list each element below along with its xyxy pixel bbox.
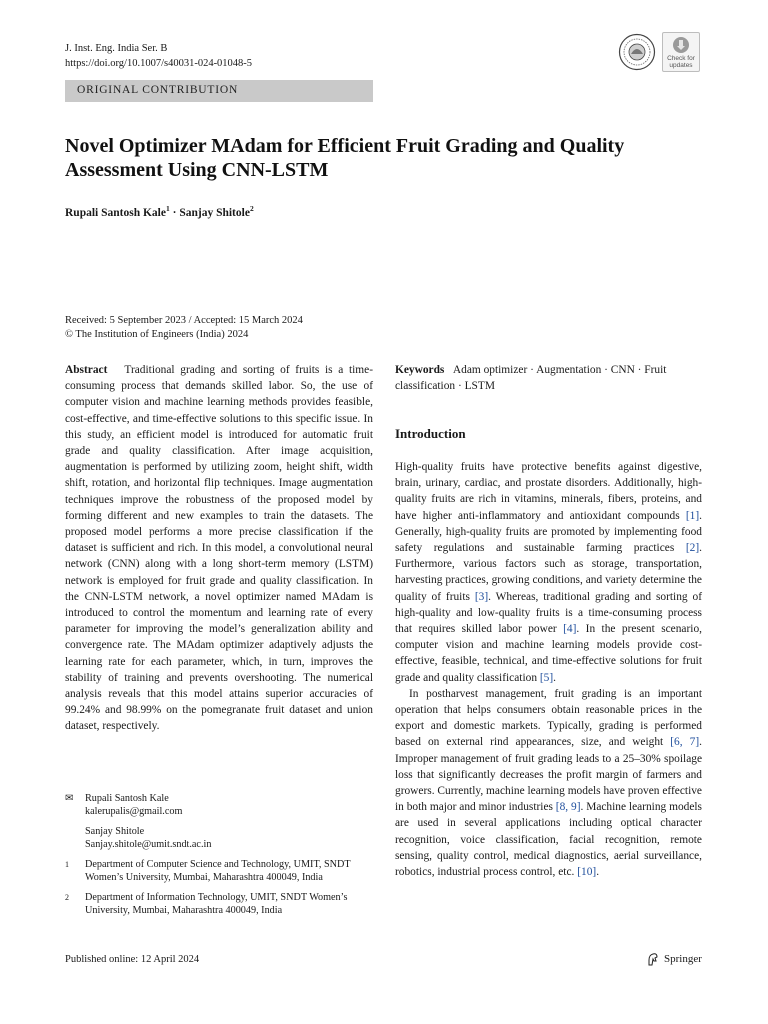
publisher-name: Springer (664, 953, 702, 965)
institution-seal-icon (618, 33, 656, 71)
author-name[interactable]: Sanjay Shitole (179, 206, 250, 219)
abstract-section (65, 362, 373, 735)
article-type: ORIGINAL CONTRIBUTION (77, 84, 239, 96)
affiliation (65, 858, 373, 884)
envelope-icon: ✉ (65, 793, 74, 804)
introduction-body (395, 459, 702, 880)
publisher-logo (646, 952, 702, 966)
keywords-text: Adam optimizer · Augmentation · CNN · Fruit classification · LSTM (395, 364, 667, 393)
intro-paragraph: In postharvest management, fruit grading is an important operation that helps consumers obtain reasonable prices in the export and domestic markets. Typically, grading is performed based on external rind appearances, size, and weight [6, 7]. Improper management of fruit grading leads to a 25–30% spoilage loss that significantly decreases the profit margin of farmers and growers. Currently, machine learning models have proven effective in both major and minor industries [8, 9]. Machine learning models are used in several applications including optical character recognition, voice classification, facial recognition, remote sensing, quality control, medical diagnostics, aerial surveillance, robotics, industrial process control, etc. [10]. (395, 687, 702, 879)
citation-link[interactable]: [8, 9] (555, 801, 581, 814)
received-accepted-dates: Received: 5 September 2023 / Accepted: 15 March 2024 (65, 315, 303, 326)
citation-link[interactable]: [4] (563, 623, 577, 636)
header-logos (618, 32, 700, 72)
citation-link[interactable]: [6, 7] (670, 736, 700, 749)
crossmark-label: Check for updates (667, 55, 695, 69)
citation-link[interactable]: [2] (685, 542, 700, 555)
keywords-heading: Keywords (395, 364, 445, 376)
citation-link[interactable]: [1] (685, 509, 700, 522)
citation-link[interactable]: [3] (474, 590, 489, 603)
doi-link[interactable]: https://doi.org/10.1007/s40031-024-01048-5 (65, 58, 253, 69)
correspondence-block (65, 792, 373, 924)
journal-header (65, 41, 252, 71)
affiliation (65, 891, 373, 917)
coauthor-contact (65, 825, 373, 851)
affiliation-marker: 2 (249, 204, 254, 213)
author-name[interactable]: Rupali Santosh Kale (65, 206, 166, 219)
author-separator: · (169, 206, 180, 219)
corresponding-author (65, 792, 373, 818)
intro-paragraph: High-quality fruits have protective benefits against digestive, brain, urinary, cardiac, and prostate disorders. Additionally, high-quality fruits are rich in vitamins, minerals, fibers, proteins, and have higher anti-inflammatory and antioxidant compounds [1]. Generally, high-quality fruits are promoted by implementing food safety regulations and sustainable farming practices [2]. Furthermore, various factors such as storage, transportation, harvesting practices, growing conditions, and variety determine the quality of fruits [3]. Whereas, traditional grading and sorting of high-quality and low-quality fruits is a time-consuming process that requires skilled labor power [4]. In the present scenario, computer vision and machine learning models provide cost-effective, feasible, technical, and time-effective solutions for fruit grade and quality classification [5]. (395, 461, 702, 684)
citation-link[interactable]: [5] (539, 671, 554, 684)
check-for-updates-badge[interactable] (662, 32, 700, 72)
article-dates (65, 314, 303, 341)
affiliation-text: Department of Information Technology, UMIT, SNDT Women’s University, Mumbai, Maharashtra 400049, India (85, 892, 348, 916)
copyright-line: © The Institution of Engineers (India) 2024 (65, 328, 249, 340)
crossmark-icon (672, 36, 690, 54)
published-date: Published online: 12 April 2024 (65, 954, 200, 965)
keywords-section (395, 362, 702, 394)
citation-link[interactable]: [10] (577, 866, 597, 879)
article-type-banner (65, 80, 373, 102)
section-heading: Introduction (395, 426, 466, 441)
affiliation-marker: 1 (165, 204, 170, 213)
abstract-heading: Abstract (65, 364, 108, 376)
corr-email[interactable]: kalerupalis@gmail.com (85, 806, 183, 817)
abstract-text: Traditional grading and sorting of fruits is a time-consuming process that demands skilled labor. So, the use of computer vision and machine learning methods provides feasible, cost-effective, and time-effective solutions to this specific issue. In this study, an efficient model is introduced for automatic fruit grade and quality classification. After image acquisition, augmentation is performed by utilizing zoom, height shift, width shift, rotation, and horizontal flip techniques. Image augmentation techniques improve the robustness of the proposed model by forming different and new examples to train the datasets. The proposed model performs a more precise classification if the dataset is sufficient and rich. In this model, a convolutional neural network (CNN) along with a long short-term memory (LSTM) network is employed for fruit grade and quality classification. In the CNN-LSTM network, a novel optimizer named MAdam is introduced to control the momentum and learning rate of every parameter for improving the model’s generalization ability and convergence rate. The MAdam optimizer adaptively adjusts the learning rate for each parameter, which, in turn, improves the stability of training and prevents overshooting. The numerical analysis reveals that this model attains superior accuracies of 99.24% and 98.99% on the pomegranate fruit dataset and union dataset, respectively. (65, 364, 374, 733)
corr-name: Rupali Santosh Kale (85, 793, 169, 804)
affiliation-number: 2 (65, 893, 69, 902)
affiliation-number: 1 (65, 860, 69, 869)
article-title: Novel Optimizer MAdam for Efficient Fruit Grading and Quality Assessment Using CNN-LSTM (65, 135, 625, 181)
coauthor-email[interactable]: Sanjay.shitole@umit.sndt.ac.in (85, 839, 212, 850)
journal-name: J. Inst. Eng. India Ser. B (65, 43, 168, 54)
springer-horse-icon (646, 952, 660, 966)
affiliation-text: Department of Computer Science and Technology, UMIT, SNDT Women’s University, Mumbai, Maharashtra 400049, India (85, 859, 351, 883)
author-list (65, 204, 254, 219)
coauthor-name: Sanjay Shitole (85, 826, 145, 837)
